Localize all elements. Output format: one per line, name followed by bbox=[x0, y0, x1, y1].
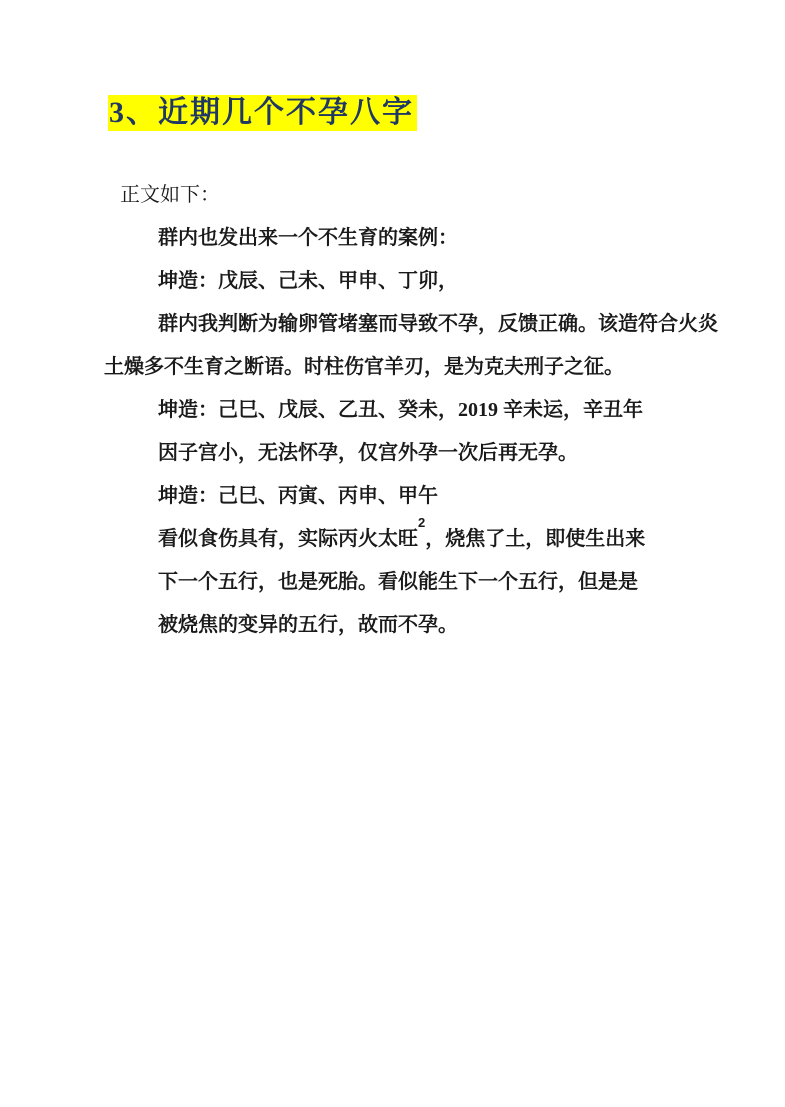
text-line-analysis-3c: 被烧焦的变异的五行，故而不孕。 bbox=[158, 614, 458, 636]
text-line-analysis-1b: 土燥多不生育之断语。时柱伤官羊刃，是为克夫刑子之征。 bbox=[104, 356, 624, 378]
text-line-analysis-3a bbox=[158, 515, 785, 561]
text-line-analysis-1a: 群内我判断为输卵管堵塞而导致不孕，反馈正确。该造符合火炎 bbox=[158, 313, 718, 335]
footnote-marker: 2 bbox=[418, 515, 426, 531]
footnoted-text-post: ，烧焦了土，即使生出来 bbox=[425, 528, 646, 550]
text-line-chart-3: 坤造：己巳、丙寅、丙申、甲午 bbox=[158, 485, 438, 507]
text-line-intro: 正文如下： bbox=[120, 184, 220, 206]
text-line-analysis-3b: 下一个五行，也是死胎。看似能生下一个五行，但是是 bbox=[158, 571, 638, 593]
text-line-analysis-2: 因子宫小，无法怀孕，仅宫外孕一次后再无孕。 bbox=[158, 442, 578, 464]
text-line-chart-1: 坤造：戊辰、己未、甲申、丁卯， bbox=[158, 270, 458, 292]
section-heading bbox=[108, 92, 417, 134]
text-line-chart-2: 坤造：己巳、戊辰、乙丑、癸未，2019 辛未运，辛丑年 bbox=[158, 399, 643, 421]
section-heading-text: 3、近期几个不孕八字 bbox=[108, 95, 417, 131]
text-line-case-intro: 群内也发出来一个不生育的案例： bbox=[158, 227, 458, 249]
document-body bbox=[0, 174, 785, 647]
footnoted-text-pre: 看似食伤具有，实际丙火太旺 bbox=[158, 528, 418, 550]
